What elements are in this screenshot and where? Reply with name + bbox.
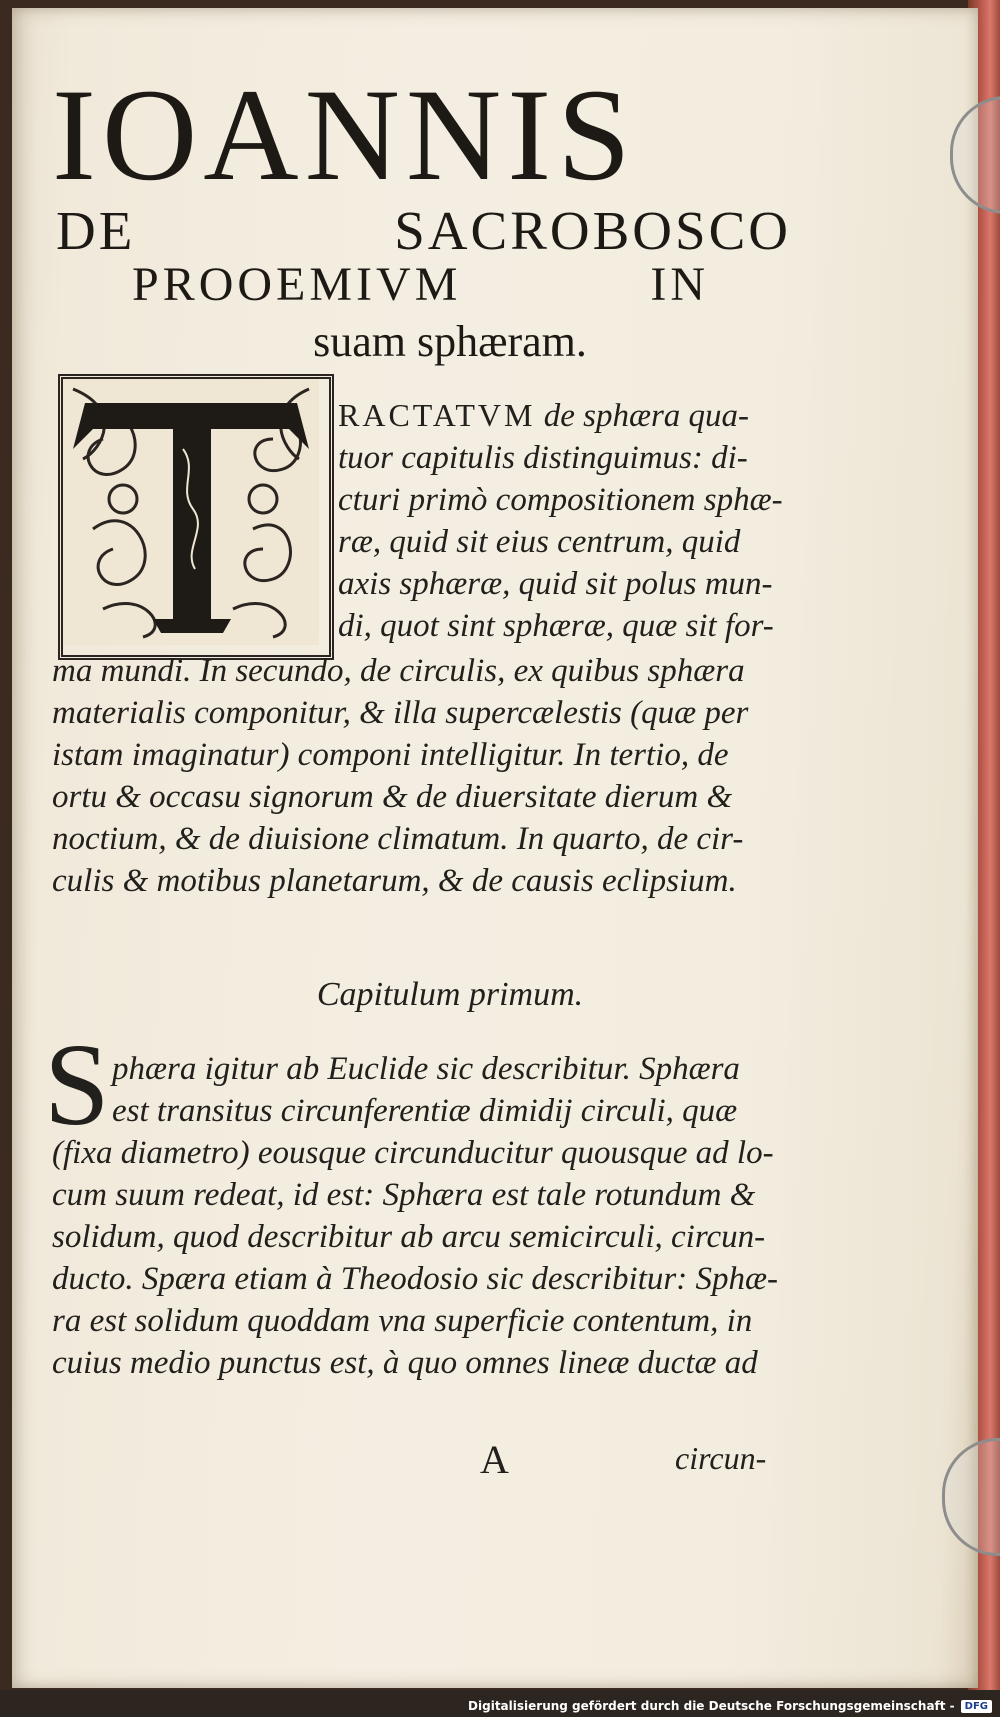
text-line: cturi primò compositionem sphæ- — [338, 482, 783, 518]
catchword: circun- — [675, 1440, 767, 1476]
text-line: phæra igitur ab Euclide sic describitur. Sphæra — [112, 1051, 740, 1087]
text-line: noctium, & de diuisione climatum. In quarto, de cir- — [52, 821, 744, 857]
proem-lead-word: RACTATVM — [338, 397, 536, 433]
text-line: di, quot sint sphæræ, quæ sit for- — [338, 608, 774, 644]
text-line: cum suum redeat, id est: Sphæra est tale rotundum & — [52, 1177, 756, 1213]
title-line-1: IOANNIS — [52, 61, 637, 208]
text-line: culis & motibus planetarum, & de causis eclipsium. — [52, 863, 737, 899]
decorated-initial-t — [58, 374, 334, 660]
text-line: tuor capitulis distinguimus: di- — [338, 440, 748, 476]
text-line: ræ, quid sit eius centrum, quid — [338, 524, 741, 560]
proem-paragraph — [338, 394, 783, 647]
text-line: ra est solidum quoddam vna superficie contentum, in — [52, 1303, 753, 1339]
text-line: istam imaginatur) componi intelligitur. In tertio, de — [52, 737, 729, 773]
ornament-icon — [63, 379, 319, 645]
text-line: de sphæra qua- — [543, 398, 750, 434]
text-line: ma mundi. In secundo, de circulis, ex quibus sphæra — [52, 653, 745, 689]
chapter-caption: Capitulum primum. — [316, 976, 584, 1013]
chapter-initial: S — [44, 1019, 110, 1150]
text-line: (fixa diametro) eousque circunducitur quousque ad lo- — [52, 1135, 774, 1171]
title-line-3: PROOEMIVM IN — [132, 258, 709, 311]
title-line-4: suam sphæram. — [313, 317, 587, 366]
title-line-2: DE SACROBOSCO — [56, 200, 791, 261]
digitization-footer — [468, 1697, 992, 1715]
footer-text: Digitalisierung gefördert durch die Deutsche Forschungsgemeinschaft - — [468, 1699, 955, 1713]
text-line: materialis componitur, & illa supercælestis (quæ per — [52, 695, 749, 731]
proem-paragraph-continued — [52, 650, 748, 902]
text-line: ducto. Spæra etiam à Theodosio sic describitur: Sphæ- — [52, 1261, 778, 1297]
text-line: axis sphæræ, quid sit polus mun- — [338, 566, 773, 602]
text-line: cuius medio punctus est, à quo omnes lineæ ductæ ad — [52, 1345, 758, 1381]
text-line: ortu & occasu signorum & de diuersitate dierum & — [52, 779, 733, 815]
chapter-paragraph-continued — [52, 1132, 778, 1384]
text-line: est transitus circunferentiæ dimidij circuli, quæ — [112, 1093, 738, 1129]
text-line: solidum, quod describitur ab arcu semicirculi, circun- — [52, 1219, 766, 1255]
dfg-logo-icon: DFG — [961, 1700, 992, 1713]
chapter-paragraph — [112, 1048, 740, 1132]
signature-mark: A — [480, 1437, 509, 1482]
